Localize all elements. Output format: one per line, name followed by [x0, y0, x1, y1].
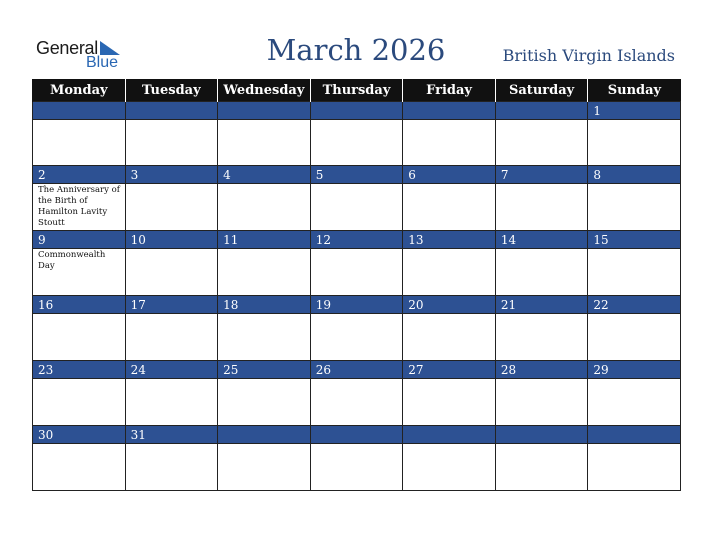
day-cell — [125, 102, 218, 166]
holiday-event — [126, 120, 218, 121]
day-number: 4 — [218, 166, 310, 184]
holiday-event — [218, 444, 310, 445]
holiday-event — [403, 184, 495, 185]
holiday-event — [33, 314, 125, 315]
holiday-event — [218, 249, 310, 250]
day-number — [496, 426, 588, 444]
day-cell — [33, 231, 126, 296]
weekday-header: Monday — [33, 79, 126, 102]
day-cell — [33, 361, 126, 426]
day-number: 17 — [126, 296, 218, 314]
day-cell — [125, 231, 218, 296]
day-cell — [310, 231, 403, 296]
day-number: 20 — [403, 296, 495, 314]
holiday-event — [126, 444, 218, 445]
day-cell — [33, 426, 126, 491]
day-number — [496, 102, 588, 120]
day-cell — [495, 166, 588, 231]
day-cell — [495, 102, 588, 166]
logo-blue-text: Blue — [86, 54, 119, 71]
day-cell — [495, 231, 588, 296]
day-number: 9 — [33, 231, 125, 249]
day-cell — [125, 361, 218, 426]
day-number — [403, 426, 495, 444]
holiday-event — [311, 379, 403, 380]
day-number: 15 — [588, 231, 680, 249]
holiday-event — [403, 444, 495, 445]
day-number: 26 — [311, 361, 403, 379]
holiday-event — [311, 249, 403, 250]
day-cell — [310, 426, 403, 491]
week-row — [33, 102, 681, 166]
holiday-event — [311, 184, 403, 185]
day-number: 1 — [588, 102, 680, 120]
day-number: 22 — [588, 296, 680, 314]
holiday-event — [588, 184, 680, 185]
holiday-event — [496, 379, 588, 380]
day-cell — [33, 102, 126, 166]
day-cell — [33, 296, 126, 361]
holiday-event — [311, 120, 403, 121]
weekday-header: Tuesday — [125, 79, 218, 102]
holiday-event — [588, 120, 680, 121]
day-cell — [495, 361, 588, 426]
week-row — [33, 231, 681, 296]
day-number: 30 — [33, 426, 125, 444]
day-number: 31 — [126, 426, 218, 444]
holiday-event — [496, 314, 588, 315]
day-number: 7 — [496, 166, 588, 184]
day-number: 11 — [218, 231, 310, 249]
day-cell — [495, 426, 588, 491]
holiday-event — [311, 444, 403, 445]
holiday-event: The Anniversary of the Birth of Hamilton Lavity Stoutt — [38, 185, 120, 228]
day-number: 16 — [33, 296, 125, 314]
day-cell — [33, 166, 126, 231]
day-cell — [588, 361, 681, 426]
holiday-event — [218, 184, 310, 185]
day-number: 25 — [218, 361, 310, 379]
day-number: 29 — [588, 361, 680, 379]
holiday-event — [126, 314, 218, 315]
day-cell — [218, 102, 311, 166]
holiday-event — [588, 314, 680, 315]
day-number — [311, 102, 403, 120]
day-cell — [588, 296, 681, 361]
day-cell — [125, 166, 218, 231]
day-number: 5 — [311, 166, 403, 184]
weekday-header-row — [33, 79, 681, 102]
holiday-event — [588, 379, 680, 380]
region-label: British Virgin Islands — [502, 46, 675, 65]
weekday-header: Thursday — [310, 79, 403, 102]
day-cell — [218, 231, 311, 296]
day-number: 14 — [496, 231, 588, 249]
day-cell — [588, 426, 681, 491]
day-number: 24 — [126, 361, 218, 379]
weekday-header: Saturday — [495, 79, 588, 102]
calendar-grid — [32, 79, 681, 491]
holiday-event — [588, 249, 680, 250]
day-number: 8 — [588, 166, 680, 184]
holiday-event — [218, 314, 310, 315]
holiday-event: Commonwealth Day — [38, 250, 106, 271]
logo-general-text: General — [36, 38, 98, 58]
day-cell — [403, 166, 496, 231]
weekday-header: Friday — [403, 79, 496, 102]
day-number: 23 — [33, 361, 125, 379]
day-cell — [403, 426, 496, 491]
day-cell — [310, 166, 403, 231]
day-number: 21 — [496, 296, 588, 314]
day-number — [588, 426, 680, 444]
week-row — [33, 166, 681, 231]
day-cell — [310, 102, 403, 166]
day-number: 13 — [403, 231, 495, 249]
holiday-event — [33, 120, 125, 121]
holiday-event — [496, 184, 588, 185]
holiday-event — [33, 379, 125, 380]
holiday-event — [126, 379, 218, 380]
day-number — [126, 102, 218, 120]
holiday-event — [33, 444, 125, 445]
calendar-title: March 2026 — [266, 33, 446, 67]
day-cell — [310, 361, 403, 426]
week-row — [33, 361, 681, 426]
holiday-event — [126, 249, 218, 250]
day-cell — [588, 166, 681, 231]
day-cell — [125, 296, 218, 361]
day-cell — [495, 296, 588, 361]
holiday-event — [496, 249, 588, 250]
day-number: 3 — [126, 166, 218, 184]
day-cell — [218, 426, 311, 491]
day-cell — [403, 296, 496, 361]
day-cell — [218, 166, 311, 231]
day-number: 6 — [403, 166, 495, 184]
day-number: 18 — [218, 296, 310, 314]
day-number — [218, 426, 310, 444]
holiday-event — [403, 120, 495, 121]
day-cell — [588, 102, 681, 166]
holiday-event — [218, 120, 310, 121]
holiday-event — [403, 379, 495, 380]
day-cell — [403, 361, 496, 426]
holiday-event — [126, 184, 218, 185]
holiday-event — [311, 314, 403, 315]
holiday-event — [218, 379, 310, 380]
day-cell — [588, 231, 681, 296]
day-cell — [218, 296, 311, 361]
holiday-event — [588, 444, 680, 445]
day-cell — [403, 102, 496, 166]
week-row — [33, 296, 681, 361]
day-number: 10 — [126, 231, 218, 249]
holiday-event — [496, 444, 588, 445]
day-number — [218, 102, 310, 120]
day-number — [33, 102, 125, 120]
holiday-event — [403, 314, 495, 315]
weekday-header: Wednesday — [218, 79, 311, 102]
holiday-event — [496, 120, 588, 121]
day-cell — [218, 361, 311, 426]
weekday-header: Sunday — [588, 79, 681, 102]
day-number: 27 — [403, 361, 495, 379]
day-cell — [310, 296, 403, 361]
day-number — [403, 102, 495, 120]
holiday-event — [403, 249, 495, 250]
day-number: 19 — [311, 296, 403, 314]
day-number: 12 — [311, 231, 403, 249]
day-cell — [403, 231, 496, 296]
day-number: 28 — [496, 361, 588, 379]
day-number: 2 — [33, 166, 125, 184]
day-number — [311, 426, 403, 444]
week-row — [33, 426, 681, 491]
day-cell — [125, 426, 218, 491]
